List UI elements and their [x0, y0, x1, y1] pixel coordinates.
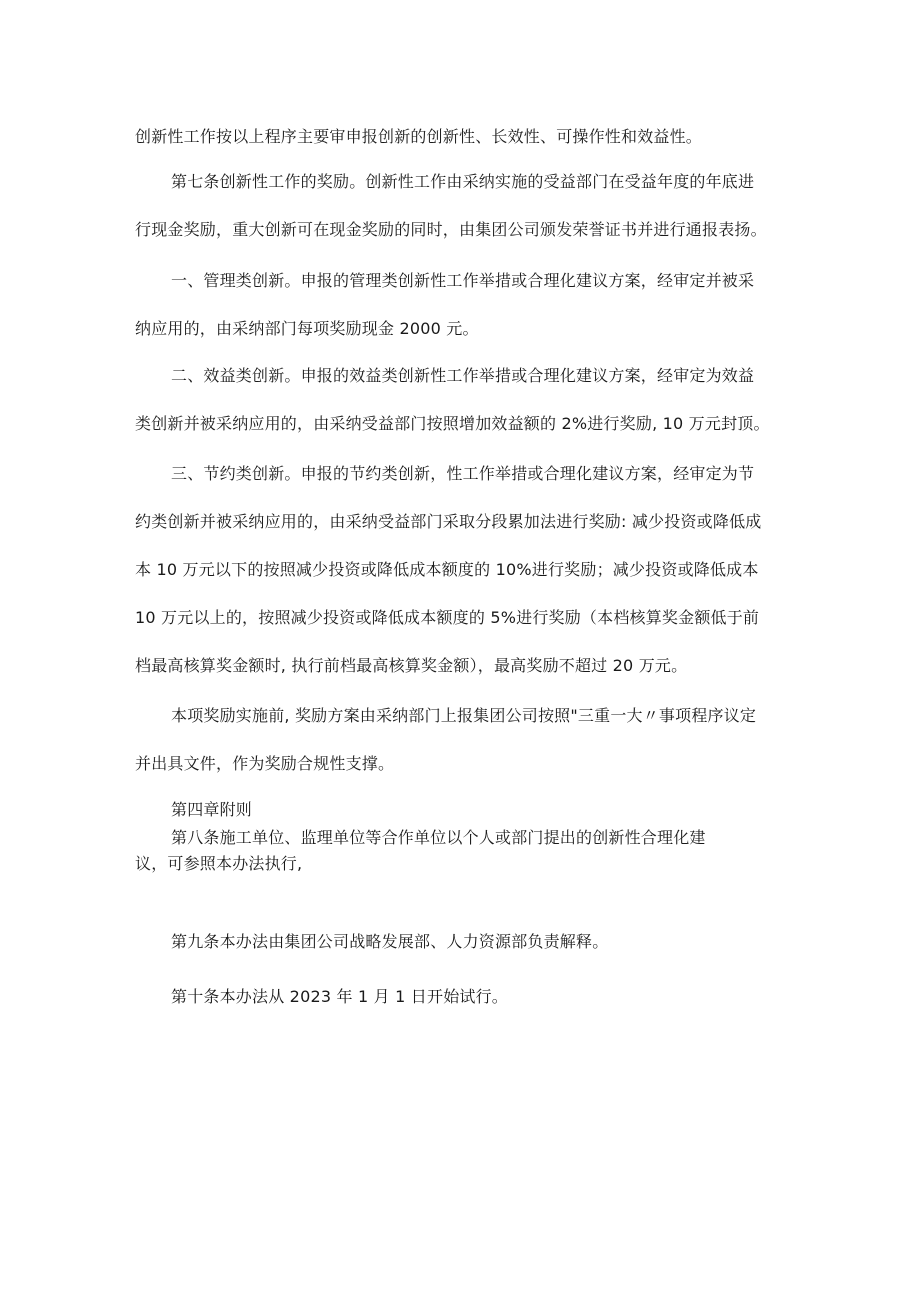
text-line: 创新性工作按以上程序主要审申报创新的创新性、长效性、可操作性和效益性。 — [135, 127, 703, 146]
paragraph-approval-process — [135, 692, 805, 788]
text-line: 约类创新并被采纳应用的，由采纳受益部门采取分段累加法进行奖励: 减少投资或降低成 — [135, 512, 762, 531]
paragraph-article-7 — [135, 158, 805, 254]
paragraph-saving-innovation — [135, 450, 805, 690]
text-line: 本 10 万元以下的按照减少投资或降低成本额度的 10%进行奖励；减少投资或降低成本 — [135, 560, 759, 579]
text-line: 本项奖励实施前, 奖励方案由采纳部门上报集团公司按照"三重一大〃事项程序议定 — [171, 706, 757, 725]
paragraph-benefit-innovation — [135, 352, 805, 448]
text-line: 二、效益类创新。申报的效益类创新性工作举措或合理化建议方案，经审定为效益 — [171, 366, 755, 385]
paragraph-article-8-cont — [135, 840, 805, 888]
text-line: 第八条施工单位、监理单位等合作单位以个人或部门提出的创新性合理化建 — [171, 828, 706, 847]
text-line: 10 万元以上的，按照减少投资或降低成本额度的 5%进行奖励（本档核算奖金额低于前 — [135, 608, 760, 627]
text-line: 类创新并被采纳应用的，由采纳受益部门按照增加效益额的 2%进行奖励, 10 万元封顶。 — [135, 414, 770, 433]
text-line: 并出具文件，作为奖励合规性支撑。 — [135, 754, 395, 773]
text-line: 第九条本办法由集团公司战略发展部、人力资源部负责解释。 — [171, 932, 609, 951]
text-line: 一、管理类创新。申报的管理类创新性工作举措或合理化建议方案，经审定并被采 — [171, 271, 755, 290]
text-line: 议，可参照本办法执行, — [135, 854, 303, 873]
paragraph-article-9 — [135, 918, 805, 966]
text-line: 第十条本办法从 2023 年 1 月 1 日开始试行。 — [171, 987, 508, 1006]
paragraph-review-criteria — [135, 113, 805, 161]
text-line: 第七条创新性工作的奖励。创新性工作由采纳实施的受益部门在受益年度的年底进 — [171, 172, 755, 191]
text-line: 三、节约类创新。申报的节约类创新，性工作举措或合理化建议方案，经审定为节 — [171, 464, 755, 483]
text-line: 行现金奖励，重大创新可在现金奖励的同时，由集团公司颁发荣誉证书并进行通报表扬。 — [135, 220, 767, 239]
paragraph-management-innovation — [135, 257, 805, 353]
text-line: 档最高核算奖金额时, 执行前档最高核算奖金额），最高奖励不超过 20 万元。 — [135, 656, 688, 675]
chapter-title: 第四章附则 — [171, 800, 253, 819]
paragraph-article-10 — [135, 973, 805, 1021]
text-line: 纳应用的，由采纳部门每项奖励现金 2000 元。 — [135, 319, 479, 338]
